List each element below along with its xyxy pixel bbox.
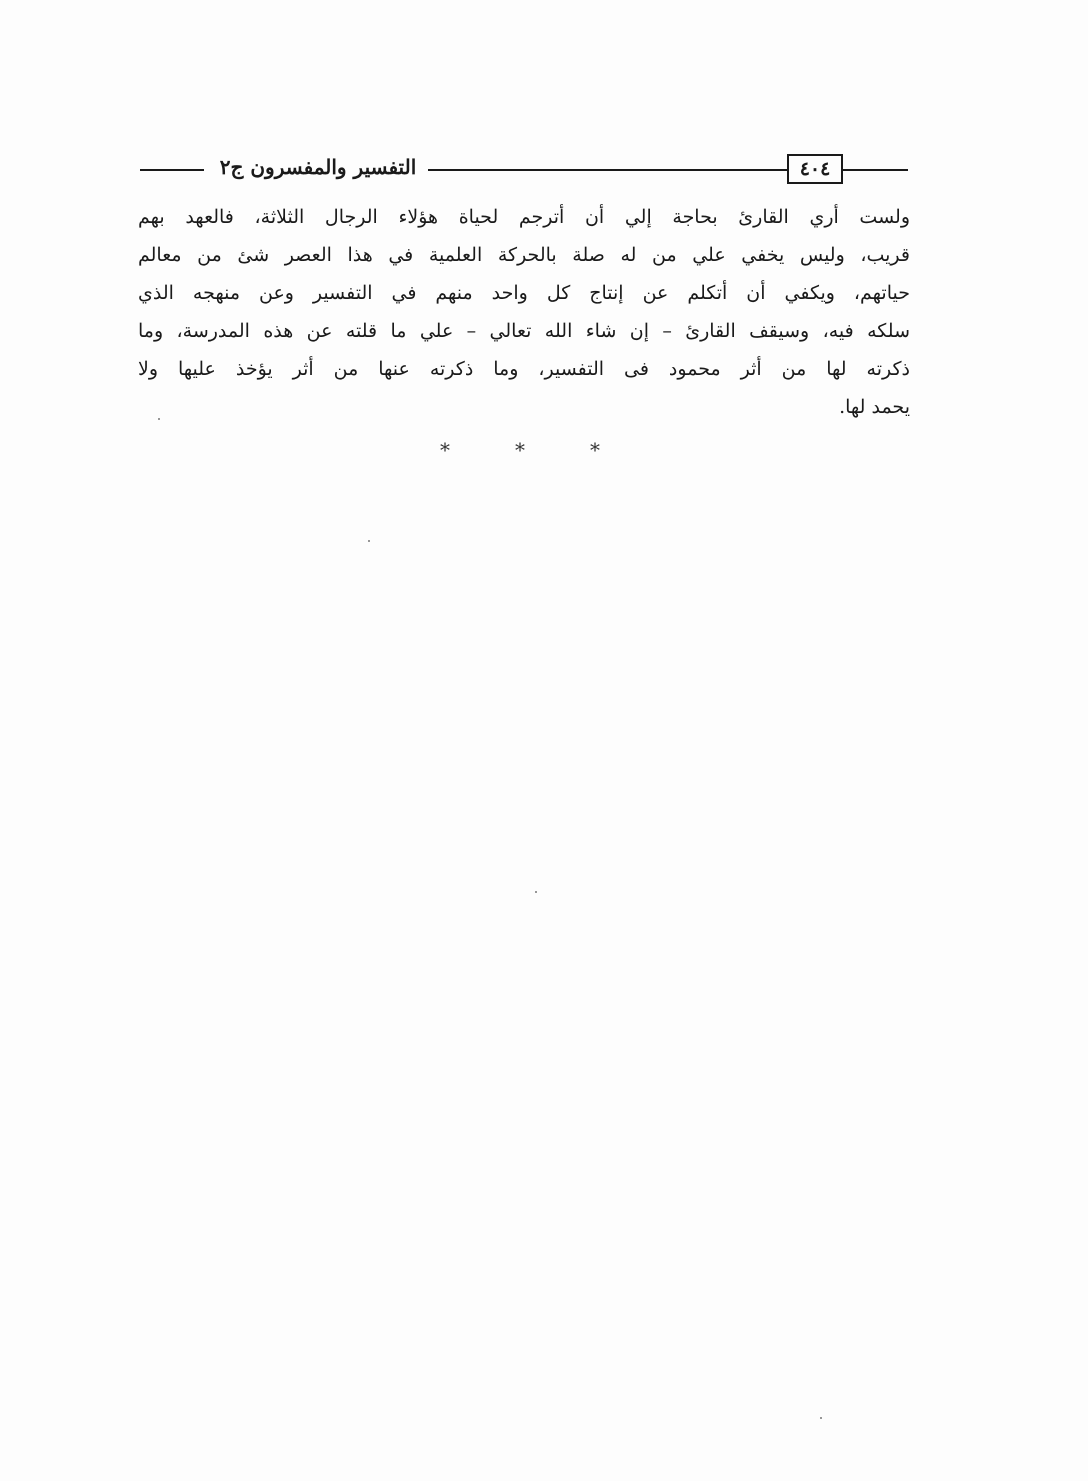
- section-separator: [440, 438, 600, 462]
- page-header: [138, 148, 910, 188]
- scan-speck: [820, 1417, 822, 1419]
- running-title: التفسير والمفسرون ج٢: [208, 150, 428, 184]
- scan-speck: [158, 418, 160, 420]
- text-line: قريب، وليس يخفي علي من له صلة بالحركة العلمية في هذا العصر شئ من معالم: [138, 244, 910, 266]
- text-line: ولست أري القارئ بحاجة إلي أن أترجم لحياة هؤلاء الرجال الثلاثة، فالعهد بهم: [138, 206, 910, 228]
- text-line: ذكرته لها من أثر محمود فى التفسير، وما ذكرته عنها من أثر يؤخذ عليها ولا: [138, 358, 910, 380]
- text-line: سلكه فيه، وسيقف القارئ – إن شاء الله تعالي – علي ما قلته عن هذه المدرسة، وما: [138, 320, 910, 342]
- text-line: حياتهم، ويكفي أن أتكلم عن إنتاج كل واحد منهم في التفسير وعن منهجه الذي: [138, 282, 910, 304]
- scan-speck: [535, 891, 537, 893]
- page-number: ٤٠٤: [787, 154, 843, 184]
- asterisk-icon: *: [440, 438, 450, 462]
- asterisk-icon: *: [515, 438, 525, 462]
- body-paragraph: [138, 198, 910, 426]
- header-rule-left: [140, 169, 204, 171]
- header-rule-right: [848, 169, 908, 171]
- text-line: يحمد لها.: [839, 396, 910, 418]
- scan-speck: [368, 540, 370, 542]
- asterisk-icon: *: [590, 438, 600, 462]
